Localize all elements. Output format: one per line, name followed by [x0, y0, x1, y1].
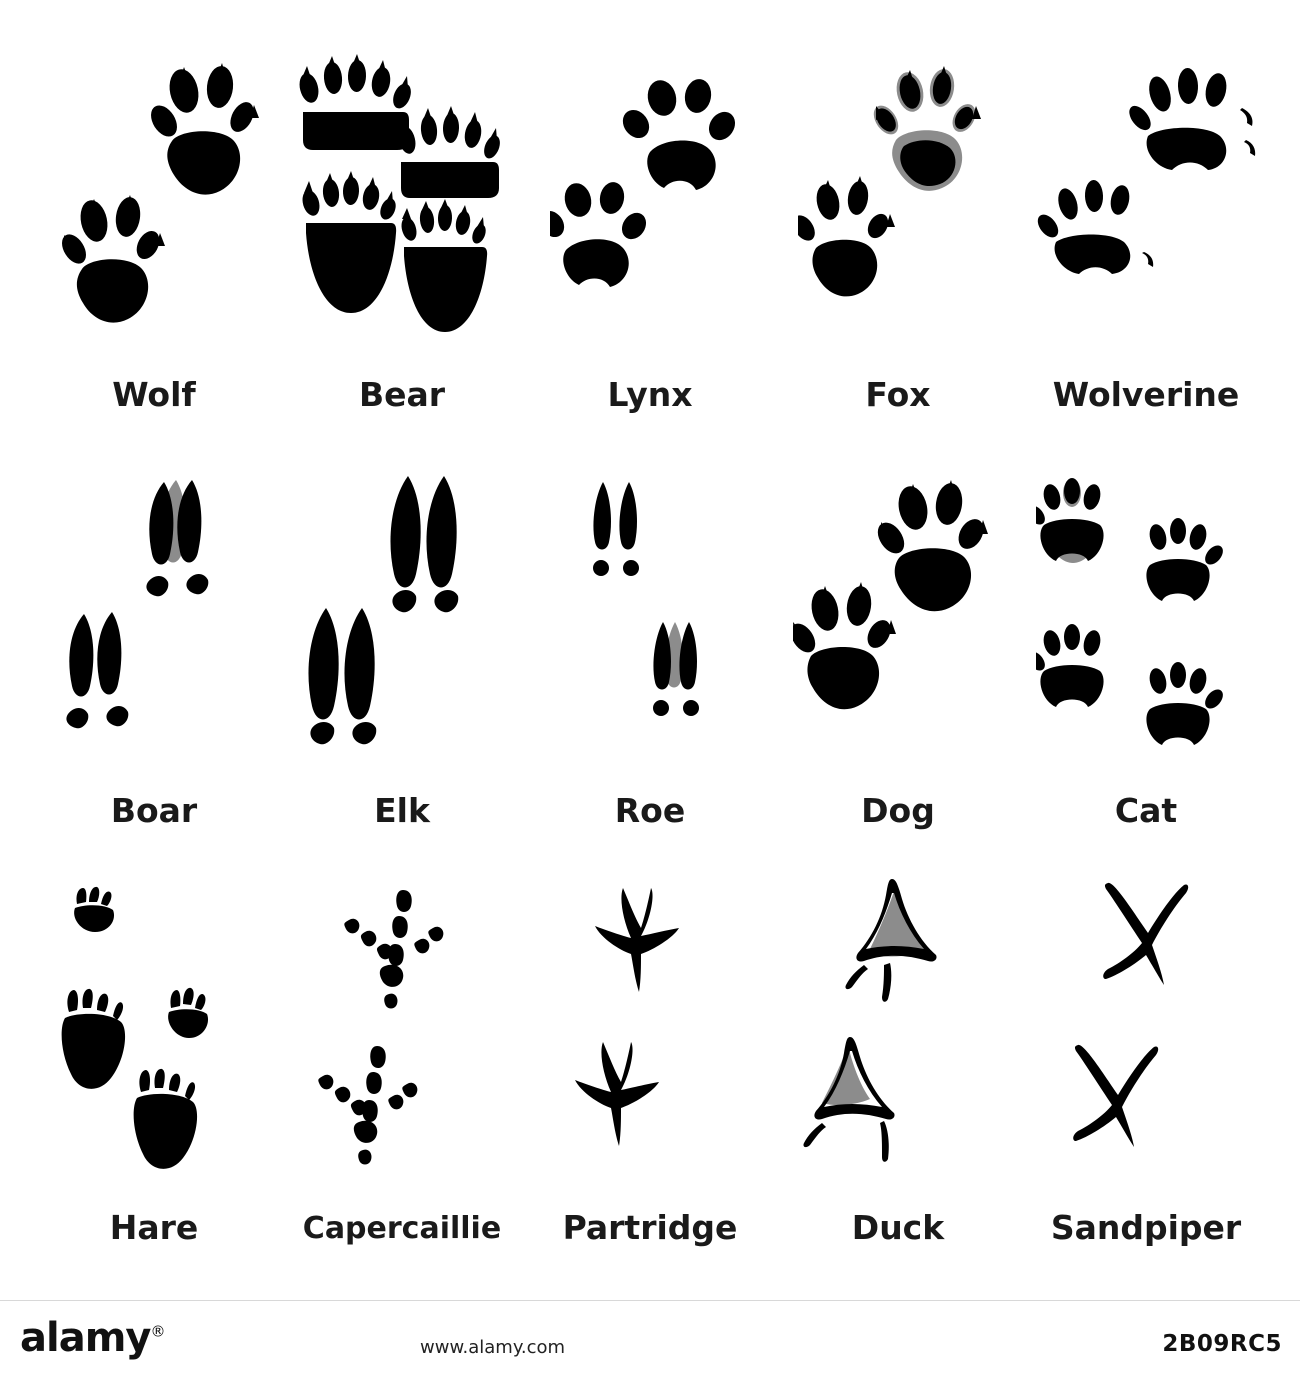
track-cell-sandpiper — [1022, 853, 1270, 1270]
lynx-paw-tracks-icon — [526, 20, 774, 378]
track-label-wolf: Wolf — [112, 374, 196, 414]
track-cell-cat — [1022, 437, 1270, 854]
track-cell-capercaillie — [278, 853, 526, 1270]
track-cell-lynx — [526, 20, 774, 437]
track-cell-bear — [278, 20, 526, 437]
alamy-image-id: 2B09RC5 — [1162, 1331, 1282, 1357]
sandpiper-bird-tracks-icon — [1022, 853, 1270, 1211]
track-label-partridge: Partridge — [562, 1207, 738, 1247]
track-label-duck: Duck — [851, 1207, 945, 1247]
track-cell-elk — [278, 437, 526, 854]
track-label-wolverine: Wolverine — [1052, 374, 1240, 414]
track-label-elk: Elk — [374, 791, 430, 831]
track-cell-hare — [30, 853, 278, 1270]
tracks-grid — [30, 20, 1270, 1270]
alamy-url: www.alamy.com — [420, 1337, 566, 1358]
track-cell-fox — [774, 20, 1022, 437]
track-cell-dog — [774, 437, 1022, 854]
dog-paw-tracks-icon — [774, 437, 1022, 795]
capercaillie-bird-tracks-icon — [278, 853, 526, 1214]
track-cell-duck — [774, 853, 1022, 1270]
cat-paw-tracks-icon — [1022, 437, 1270, 795]
track-label-sandpiper: Sandpiper — [1050, 1207, 1242, 1247]
wolverine-paw-tracks-icon — [1022, 20, 1270, 378]
track-label-boar: Boar — [110, 791, 198, 831]
hare-paw-tracks-icon — [30, 853, 278, 1211]
alamy-logo-tm: ® — [150, 1322, 165, 1341]
track-label-lynx: Lynx — [607, 374, 693, 414]
wolf-paw-tracks-icon — [30, 20, 278, 378]
stock-footer-bar — [0, 1300, 1300, 1391]
alamy-logo-text: alamy — [20, 1315, 151, 1361]
duck-webbed-tracks-icon — [774, 853, 1022, 1211]
partridge-bird-tracks-icon — [526, 853, 774, 1211]
fox-paw-tracks-icon — [774, 20, 1022, 378]
track-cell-boar — [30, 437, 278, 854]
track-cell-wolverine — [1022, 20, 1270, 437]
track-label-fox: Fox — [865, 374, 931, 414]
roe-hoof-tracks-icon — [526, 437, 774, 795]
bear-paw-tracks-icon — [278, 20, 526, 378]
track-label-dog: Dog — [861, 791, 935, 831]
track-label-bear: Bear — [358, 374, 446, 414]
track-cell-roe — [526, 437, 774, 854]
alamy-logo — [20, 1315, 164, 1361]
boar-hoof-tracks-icon — [30, 437, 278, 795]
track-label-cat: Cat — [1114, 791, 1178, 831]
elk-hoof-tracks-icon — [278, 437, 526, 795]
track-cell-partridge — [526, 853, 774, 1270]
track-label-roe: Roe — [614, 791, 686, 831]
track-label-hare: Hare — [109, 1207, 199, 1247]
track-cell-wolf — [30, 20, 278, 437]
track-label-capercaillie: Capercaillie — [302, 1210, 502, 1246]
